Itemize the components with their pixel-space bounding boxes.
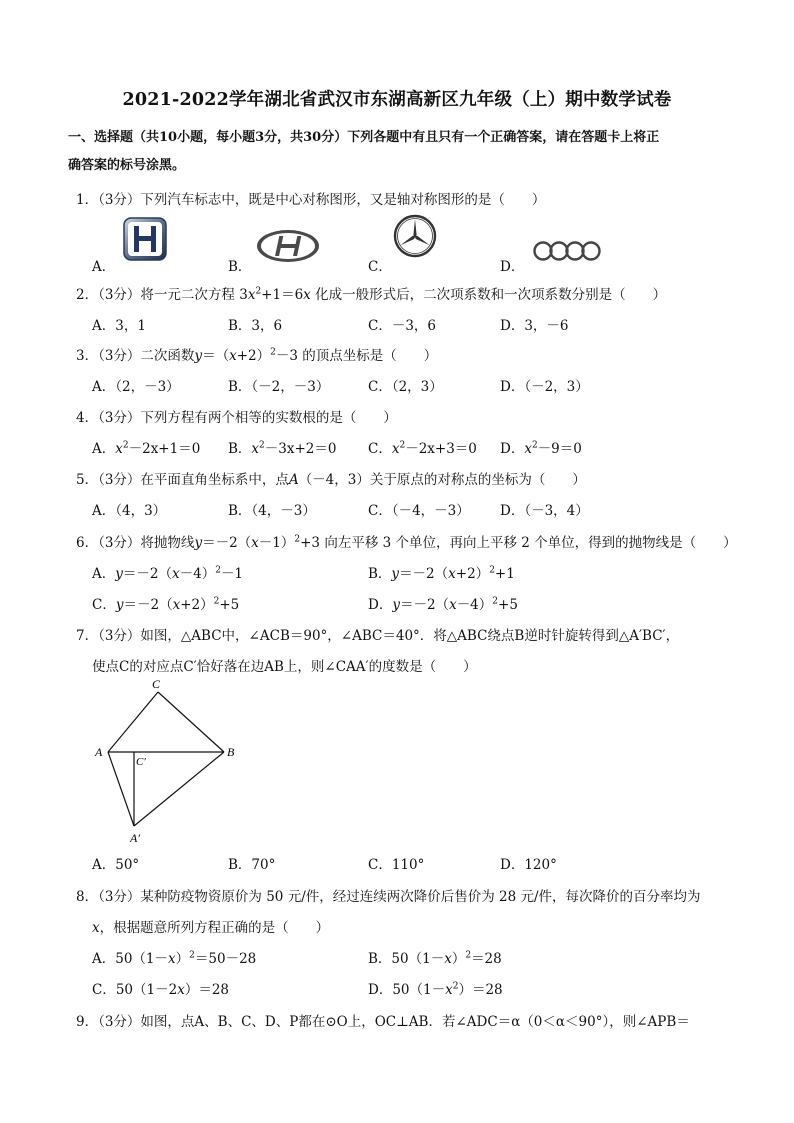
var-y: y — [115, 566, 123, 582]
var-x: x — [115, 441, 123, 457]
question-9-stem: 9．（3分）如图，点A、B、C、D、P都在⊙O上，OC⊥AB．若∠ADC＝α（0＜α＜90°），则∠APB＝ — [76, 1014, 690, 1030]
q1-option-a-letter: A． — [92, 259, 116, 275]
q8-option-c — [92, 978, 229, 998]
option-part: ＝－2（ — [399, 597, 450, 613]
q8-stem-part: ，根据题意所列方程正确的是（ ） — [99, 920, 330, 936]
exponent: 2 — [259, 440, 265, 451]
q5-option-c: C．（－4，－3） — [368, 503, 470, 519]
var-x: x — [171, 566, 180, 582]
question-8-stem-line-2 — [92, 916, 329, 936]
exponent: 2 — [531, 440, 538, 451]
q5-stem-part: 5．（3分）在平面直角坐标系中，点 — [76, 472, 289, 488]
option-part: +1 — [494, 566, 515, 582]
q1-option-c-letter: C． — [368, 259, 392, 275]
option-part: +2） — [180, 597, 214, 613]
q8-option-a — [92, 947, 256, 967]
q2-stem-part: +1＝6 — [261, 287, 304, 303]
audi-logo-icon — [532, 240, 604, 262]
option-letter: D． — [500, 441, 525, 457]
label-c-prime: C′ — [136, 756, 146, 768]
q3-option-c: C．（2，3） — [368, 379, 443, 395]
exponent: 2 — [489, 565, 495, 576]
exponent: 2 — [213, 596, 220, 607]
exponent: 2 — [452, 981, 459, 992]
q5-stem-part: （－4，3）关于原点的对称点的坐标为（ ） — [298, 472, 586, 488]
q5-option-b: B．（4，－3） — [228, 503, 316, 519]
q2-stem-part: 2．（3分）将一元二次方程 3 — [76, 287, 248, 303]
q2-var-x: x — [247, 287, 256, 303]
option-part: ＝－2（ — [123, 597, 173, 613]
q3-stem-part: +2） — [236, 348, 271, 364]
option-letter: B． — [368, 566, 392, 582]
option-part: ）＝28 — [184, 982, 230, 998]
q6-exponent: 2 — [294, 534, 301, 545]
q4-option-a — [92, 437, 200, 457]
q3-option-b: B．（－2，－3） — [228, 379, 330, 395]
q7-option-d: D．120° — [500, 857, 557, 873]
question-3-stem — [76, 344, 437, 364]
section-heading — [68, 124, 728, 180]
q3-var-x: x — [229, 348, 237, 364]
var-x: x — [448, 566, 456, 582]
q7-triangle-figure — [90, 676, 250, 850]
honda-logo-icon — [122, 216, 168, 262]
option-letter: A． — [92, 566, 116, 582]
q6-stem-part: －1） — [258, 535, 295, 551]
option-letter: B． — [368, 951, 392, 967]
mercedes-logo-icon — [393, 214, 437, 258]
question-2-stem — [76, 283, 666, 303]
question-7-stem-line-2: 使点C的对应点C′恰好落在边AB上，则∠CAA′的度数是（ ） — [92, 659, 477, 675]
option-part: －4） — [456, 597, 493, 613]
q8-var-x: x — [92, 920, 100, 936]
option-part: ＝－2（ — [122, 566, 172, 582]
option-letter: C． — [92, 597, 116, 613]
q3-stem-part: ＝（ — [202, 348, 230, 364]
option-rest: －3x+2＝0 — [264, 441, 337, 457]
q1-option-d-letter: D． — [500, 259, 525, 275]
q4-option-c — [368, 437, 477, 457]
q6-option-a — [92, 562, 243, 582]
option-part: ） — [175, 951, 190, 967]
option-part: 50（1－ — [115, 951, 169, 967]
option-part: 50（1－ — [392, 982, 446, 998]
option-letter: C． — [92, 982, 116, 998]
option-letter: C． — [368, 441, 392, 457]
option-part: ）＝28 — [458, 982, 503, 998]
q2-option-c: C．－3，6 — [368, 318, 437, 334]
q3-option-d: D．（－2，3） — [500, 379, 589, 395]
var-x: x — [444, 951, 452, 967]
segment-cb — [158, 692, 224, 752]
q2-option-a: A．3，1 — [92, 318, 146, 334]
var-x: x — [172, 597, 181, 613]
option-letter: A． — [92, 951, 116, 967]
option-part: +5 — [219, 597, 240, 613]
q7-option-b: B．70° — [228, 857, 276, 873]
segment-a-prime-b — [134, 752, 224, 826]
q3-stem-part: 3．（3分）二次函数 — [76, 348, 195, 364]
option-rest: －9＝0 — [537, 441, 582, 457]
q3-option-a: A．（2，－3） — [92, 379, 180, 395]
label-b: B — [227, 745, 235, 759]
q8-option-b — [368, 947, 502, 967]
question-8-stem-line-1: 8．（3分）某种防疫物资原价为 50 元/件，经过连续两次降价后售价为 28 元/件，每次降价的百分率均为 — [76, 889, 701, 905]
q2-option-d: D．3，－6 — [500, 318, 569, 334]
var-x: x — [168, 951, 176, 967]
q2-option-b: B．3，6 — [228, 318, 283, 334]
exponent: 2 — [492, 596, 499, 607]
question-7-stem-line-1: 7．（3分）如图，△ABC中，∠ACB＝90°，∠ABC＝40°．将△ABC绕点B逆时针旋转得到△A′BC′， — [76, 628, 680, 644]
option-letter: D． — [368, 982, 393, 998]
option-rest: －2x+3＝0 — [405, 441, 477, 457]
option-part: 50（1－2 — [115, 982, 178, 998]
option-part: －4） — [179, 566, 216, 582]
exponent: 2 — [399, 440, 406, 451]
option-part: +2） — [455, 566, 490, 582]
option-part: ） — [451, 951, 466, 967]
q2-var-x: x — [303, 287, 311, 303]
q6-option-d — [368, 593, 518, 613]
q6-var-x: x — [251, 535, 259, 551]
q3-exponent: 2 — [270, 347, 276, 358]
var-x: x — [449, 597, 457, 613]
segment-aa-prime — [108, 752, 134, 826]
q5-option-d: D．（－3，4） — [500, 503, 589, 519]
option-part: ＝28 — [471, 951, 502, 967]
q6-var-y: y — [194, 535, 203, 551]
q6-stem-part: +3 向左平移 3 个单位，再向上平移 2 个单位，得到的抛物线是（ ） — [300, 535, 737, 551]
option-part: ＝－2（ — [399, 566, 449, 582]
question-1-stem: 1．（3分）下列汽车标志中，既是中心对称图形，又是轴对称图形的是（ ） — [76, 192, 546, 208]
option-letter: A． — [92, 441, 116, 457]
q2-exponent: 2 — [255, 286, 262, 297]
exponent: 2 — [122, 440, 129, 451]
option-rest: －2x+1＝0 — [128, 441, 201, 457]
q1-option-b-letter: B． — [228, 259, 252, 275]
option-part: 50（1－ — [391, 951, 445, 967]
q2-stem-part: 化成一般形式后，二次项系数和一次项系数分别是（ ） — [310, 287, 667, 303]
hyundai-logo-icon — [256, 228, 320, 264]
section-line-2: 确答案的标号涂黑。 — [68, 158, 186, 173]
var-y: y — [115, 597, 124, 613]
page-title: 2021-2022学年湖北省武汉市东湖高新区九年级（上）期中数学试卷 — [122, 90, 672, 110]
var-x: x — [251, 441, 260, 457]
question-6-stem — [76, 531, 737, 551]
label-c: C — [152, 677, 161, 691]
section-line-1: 一、选择题（共10小题，每小题3分，共30分）下列各题中有且只有一个正确答案，请在答题卡上将正 — [68, 130, 660, 145]
q6-stem-part: 6．（3分）将抛物线 — [76, 535, 195, 551]
label-a: A — [95, 745, 103, 759]
var-y: y — [392, 597, 400, 613]
option-part: ＝50－28 — [194, 951, 257, 967]
q4-option-b — [228, 437, 336, 457]
q4-option-d — [500, 437, 582, 457]
q6-option-b — [368, 562, 515, 582]
var-x: x — [391, 441, 400, 457]
q3-var-y: y — [194, 348, 203, 364]
q8-option-d — [368, 978, 503, 998]
q6-option-c — [92, 593, 239, 613]
q5-option-a: A．（4，3） — [92, 503, 167, 519]
exponent: 2 — [465, 950, 472, 961]
q5-point-a: A — [288, 472, 299, 488]
q3-stem-part: －3 的顶点坐标是（ ） — [275, 348, 438, 364]
segment-ac — [108, 692, 158, 752]
option-letter: D． — [368, 597, 393, 613]
label-a-prime: A′ — [130, 831, 140, 845]
q7-option-a: A．50° — [92, 857, 140, 873]
exponent: 2 — [215, 565, 221, 576]
var-x: x — [445, 982, 453, 998]
exponent: 2 — [189, 950, 195, 961]
var-y: y — [391, 566, 400, 582]
question-4-stem: 4．（3分）下列方程有两个相等的实数根的是（ ） — [76, 410, 397, 426]
q7-option-c: C．110° — [368, 857, 425, 873]
option-part: +5 — [498, 597, 518, 613]
q6-stem-part: ＝－2（ — [202, 535, 252, 551]
option-part: －1 — [220, 566, 244, 582]
var-x: x — [524, 441, 532, 457]
var-x: x — [177, 982, 185, 998]
question-5-stem — [76, 468, 586, 488]
option-letter: B． — [228, 441, 252, 457]
